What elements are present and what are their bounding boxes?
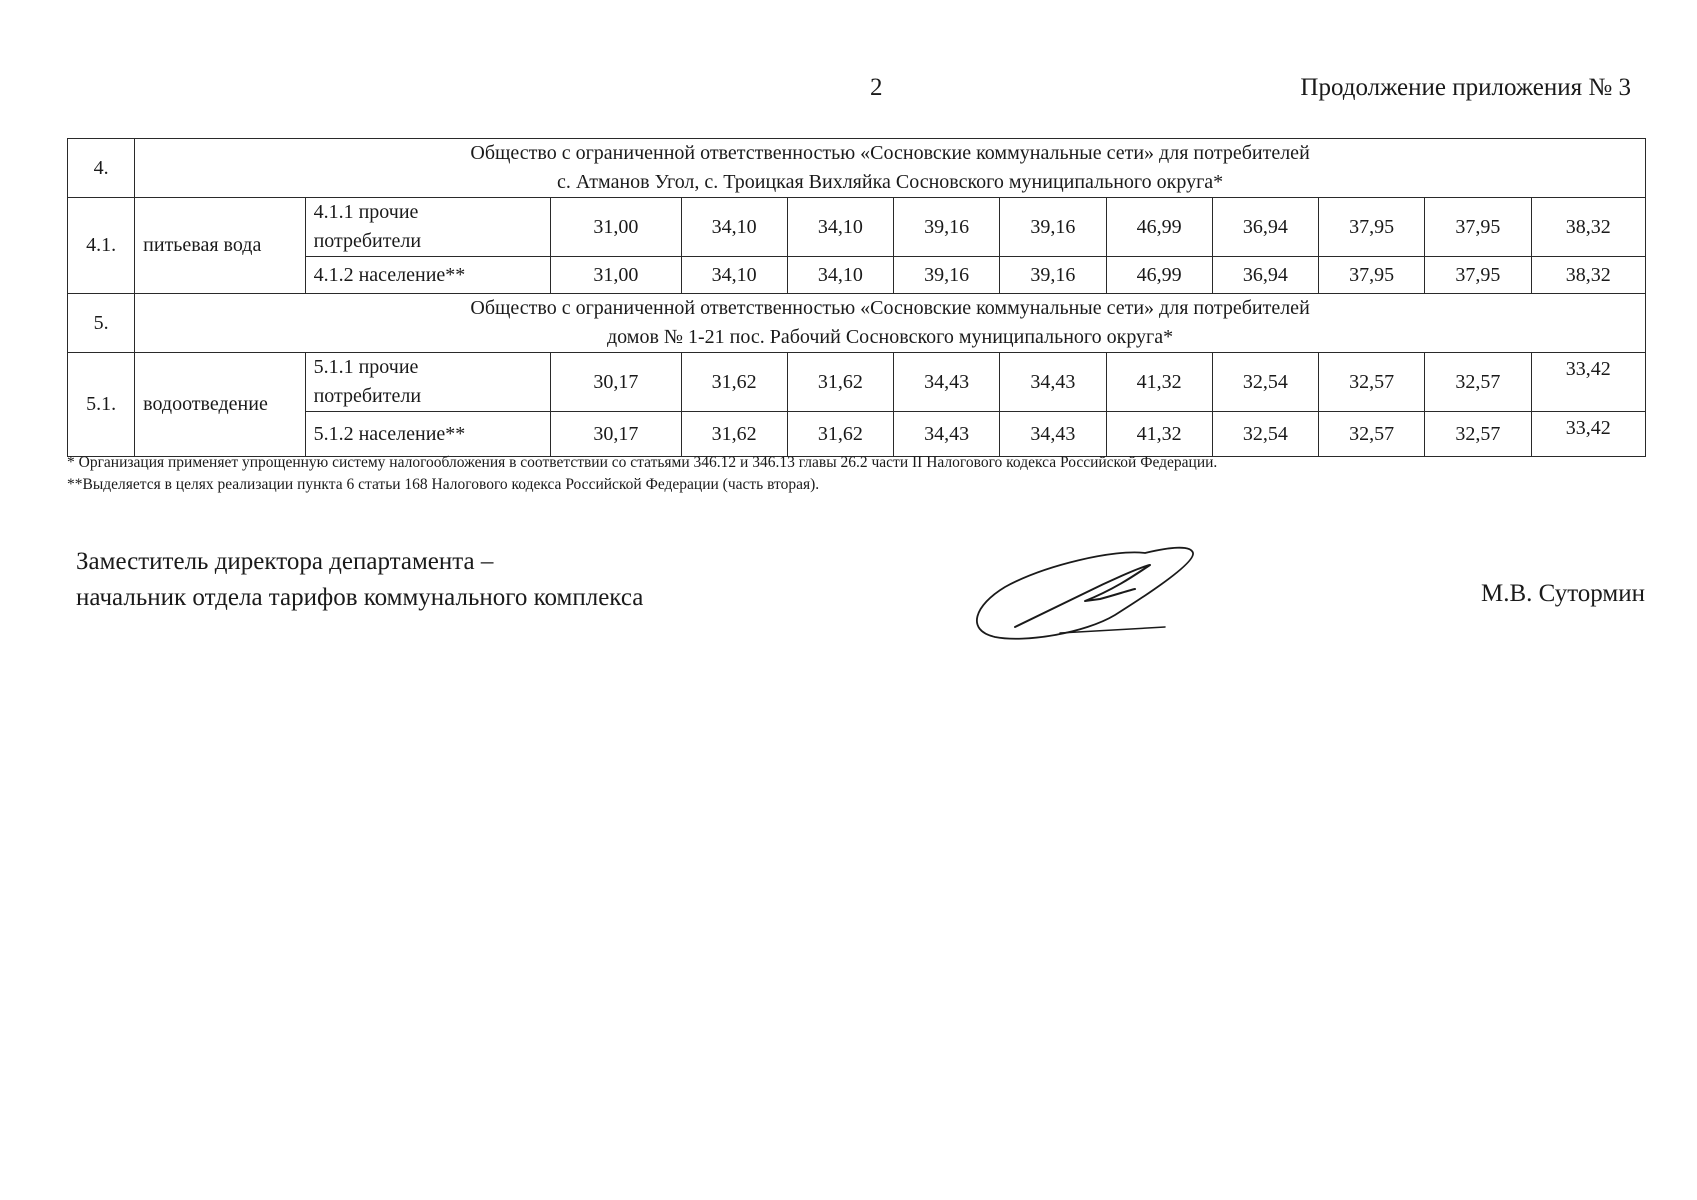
page-number: 2 <box>870 74 883 101</box>
tariff-value: 34,43 <box>894 412 1000 457</box>
tariff-value: 41,32 <box>1106 353 1212 412</box>
tariff-value: 33,42 <box>1531 412 1646 457</box>
tariff-value: 36,94 <box>1212 257 1318 294</box>
tariff-value: 31,62 <box>681 353 787 412</box>
tariff-value: 32,57 <box>1319 412 1425 457</box>
tariff-value: 34,10 <box>681 198 787 257</box>
tariff-value: 41,32 <box>1106 412 1212 457</box>
tariff-value: 31,62 <box>787 353 893 412</box>
item-number: 5.1. <box>68 353 135 457</box>
tariff-value: 39,16 <box>1000 257 1106 294</box>
tariff-value: 32,57 <box>1425 353 1531 412</box>
tariff-value: 34,43 <box>894 353 1000 412</box>
tariff-value: 37,95 <box>1425 257 1531 294</box>
organization-title-line: домов № 1-21 пос. Рабочий Сосновского муниципального округа* <box>607 326 1174 348</box>
consumer-category-line: 5.1.1 прочие <box>313 356 419 378</box>
organization-title <box>135 294 1646 353</box>
handwritten-signature <box>965 545 1205 645</box>
signatory-position <box>76 544 643 616</box>
service-name: питьевая вода <box>135 198 305 294</box>
consumer-category-line: потребители <box>313 385 422 407</box>
signatory-name: М.В. Сутормин <box>1480 580 1645 607</box>
tariff-value: 32,54 <box>1212 412 1318 457</box>
signatory-position-line: начальник отдела тарифов коммунального комплекса <box>76 584 644 611</box>
table-row <box>68 412 1646 457</box>
tariff-value: 32,54 <box>1212 353 1318 412</box>
tariff-value: 34,10 <box>787 257 893 294</box>
section-number: 5. <box>68 294 135 353</box>
tariff-value: 34,10 <box>787 198 893 257</box>
tariff-value: 34,43 <box>1000 412 1106 457</box>
tariff-value: 38,32 <box>1531 257 1646 294</box>
appendix-reference: Продолжение приложения № 3 <box>1300 74 1631 101</box>
tariff-value: 36,94 <box>1212 198 1318 257</box>
tariff-value: 37,95 <box>1425 198 1531 257</box>
tariff-value: 31,62 <box>681 412 787 457</box>
tariff-value: 32,57 <box>1425 412 1531 457</box>
table-row <box>68 198 1646 257</box>
tariff-value: 31,00 <box>551 257 681 294</box>
section-header-row <box>68 294 1646 353</box>
tariff-value: 39,16 <box>894 198 1000 257</box>
table-row <box>68 353 1646 412</box>
item-number: 4.1. <box>68 198 135 294</box>
footnote: **Выделяется в целях реализации пункта 6 статьи 168 Налогового кодекса Российской Федерации (часть вторая). <box>67 476 820 493</box>
footnote: * Организация применяет упрощенную систему налогообложения в соответствии со статьями 346.12 и 346.13 главы 26.2 части II Налогового кодекса Российской Федерации. <box>67 454 1218 471</box>
consumer-category-line: 4.1.1 прочие <box>313 201 419 223</box>
tariff-value: 38,32 <box>1531 198 1646 257</box>
table-row <box>68 257 1646 294</box>
service-name: водоотведение <box>135 353 305 457</box>
tariff-value: 31,62 <box>787 412 893 457</box>
organization-title <box>135 139 1646 198</box>
tariff-value: 46,99 <box>1106 198 1212 257</box>
consumer-category <box>305 353 551 412</box>
section-header-row <box>68 139 1646 198</box>
tariff-value: 39,16 <box>894 257 1000 294</box>
organization-title-line: Общество с ограниченной ответственностью «Сосновские коммунальные сети» для потребителей <box>470 142 1310 164</box>
tariff-value: 34,43 <box>1000 353 1106 412</box>
tariff-value: 33,42 <box>1531 353 1646 412</box>
organization-title-line: Общество с ограниченной ответственностью «Сосновские коммунальные сети» для потребителей <box>470 297 1310 319</box>
consumer-category-line: потребители <box>313 230 422 252</box>
tariff-value: 37,95 <box>1319 198 1425 257</box>
footnotes <box>67 452 1647 496</box>
tariff-table <box>67 138 1646 457</box>
tariff-value: 46,99 <box>1106 257 1212 294</box>
organization-title-line: с. Атманов Угол, с. Троицкая Вихляйка Сосновского муниципального округа* <box>556 171 1224 193</box>
signatory-position-line: Заместитель директора департамента – <box>76 548 494 575</box>
tariff-value: 37,95 <box>1319 257 1425 294</box>
tariff-value: 30,17 <box>551 353 681 412</box>
consumer-category: 4.1.2 население** <box>305 257 551 294</box>
tariff-value: 31,00 <box>551 198 681 257</box>
tariff-value: 39,16 <box>1000 198 1106 257</box>
tariff-value: 32,57 <box>1319 353 1425 412</box>
tariff-value: 30,17 <box>551 412 681 457</box>
section-number: 4. <box>68 139 135 198</box>
consumer-category <box>305 198 551 257</box>
consumer-category: 5.1.2 население** <box>305 412 551 457</box>
tariff-value: 34,10 <box>681 257 787 294</box>
